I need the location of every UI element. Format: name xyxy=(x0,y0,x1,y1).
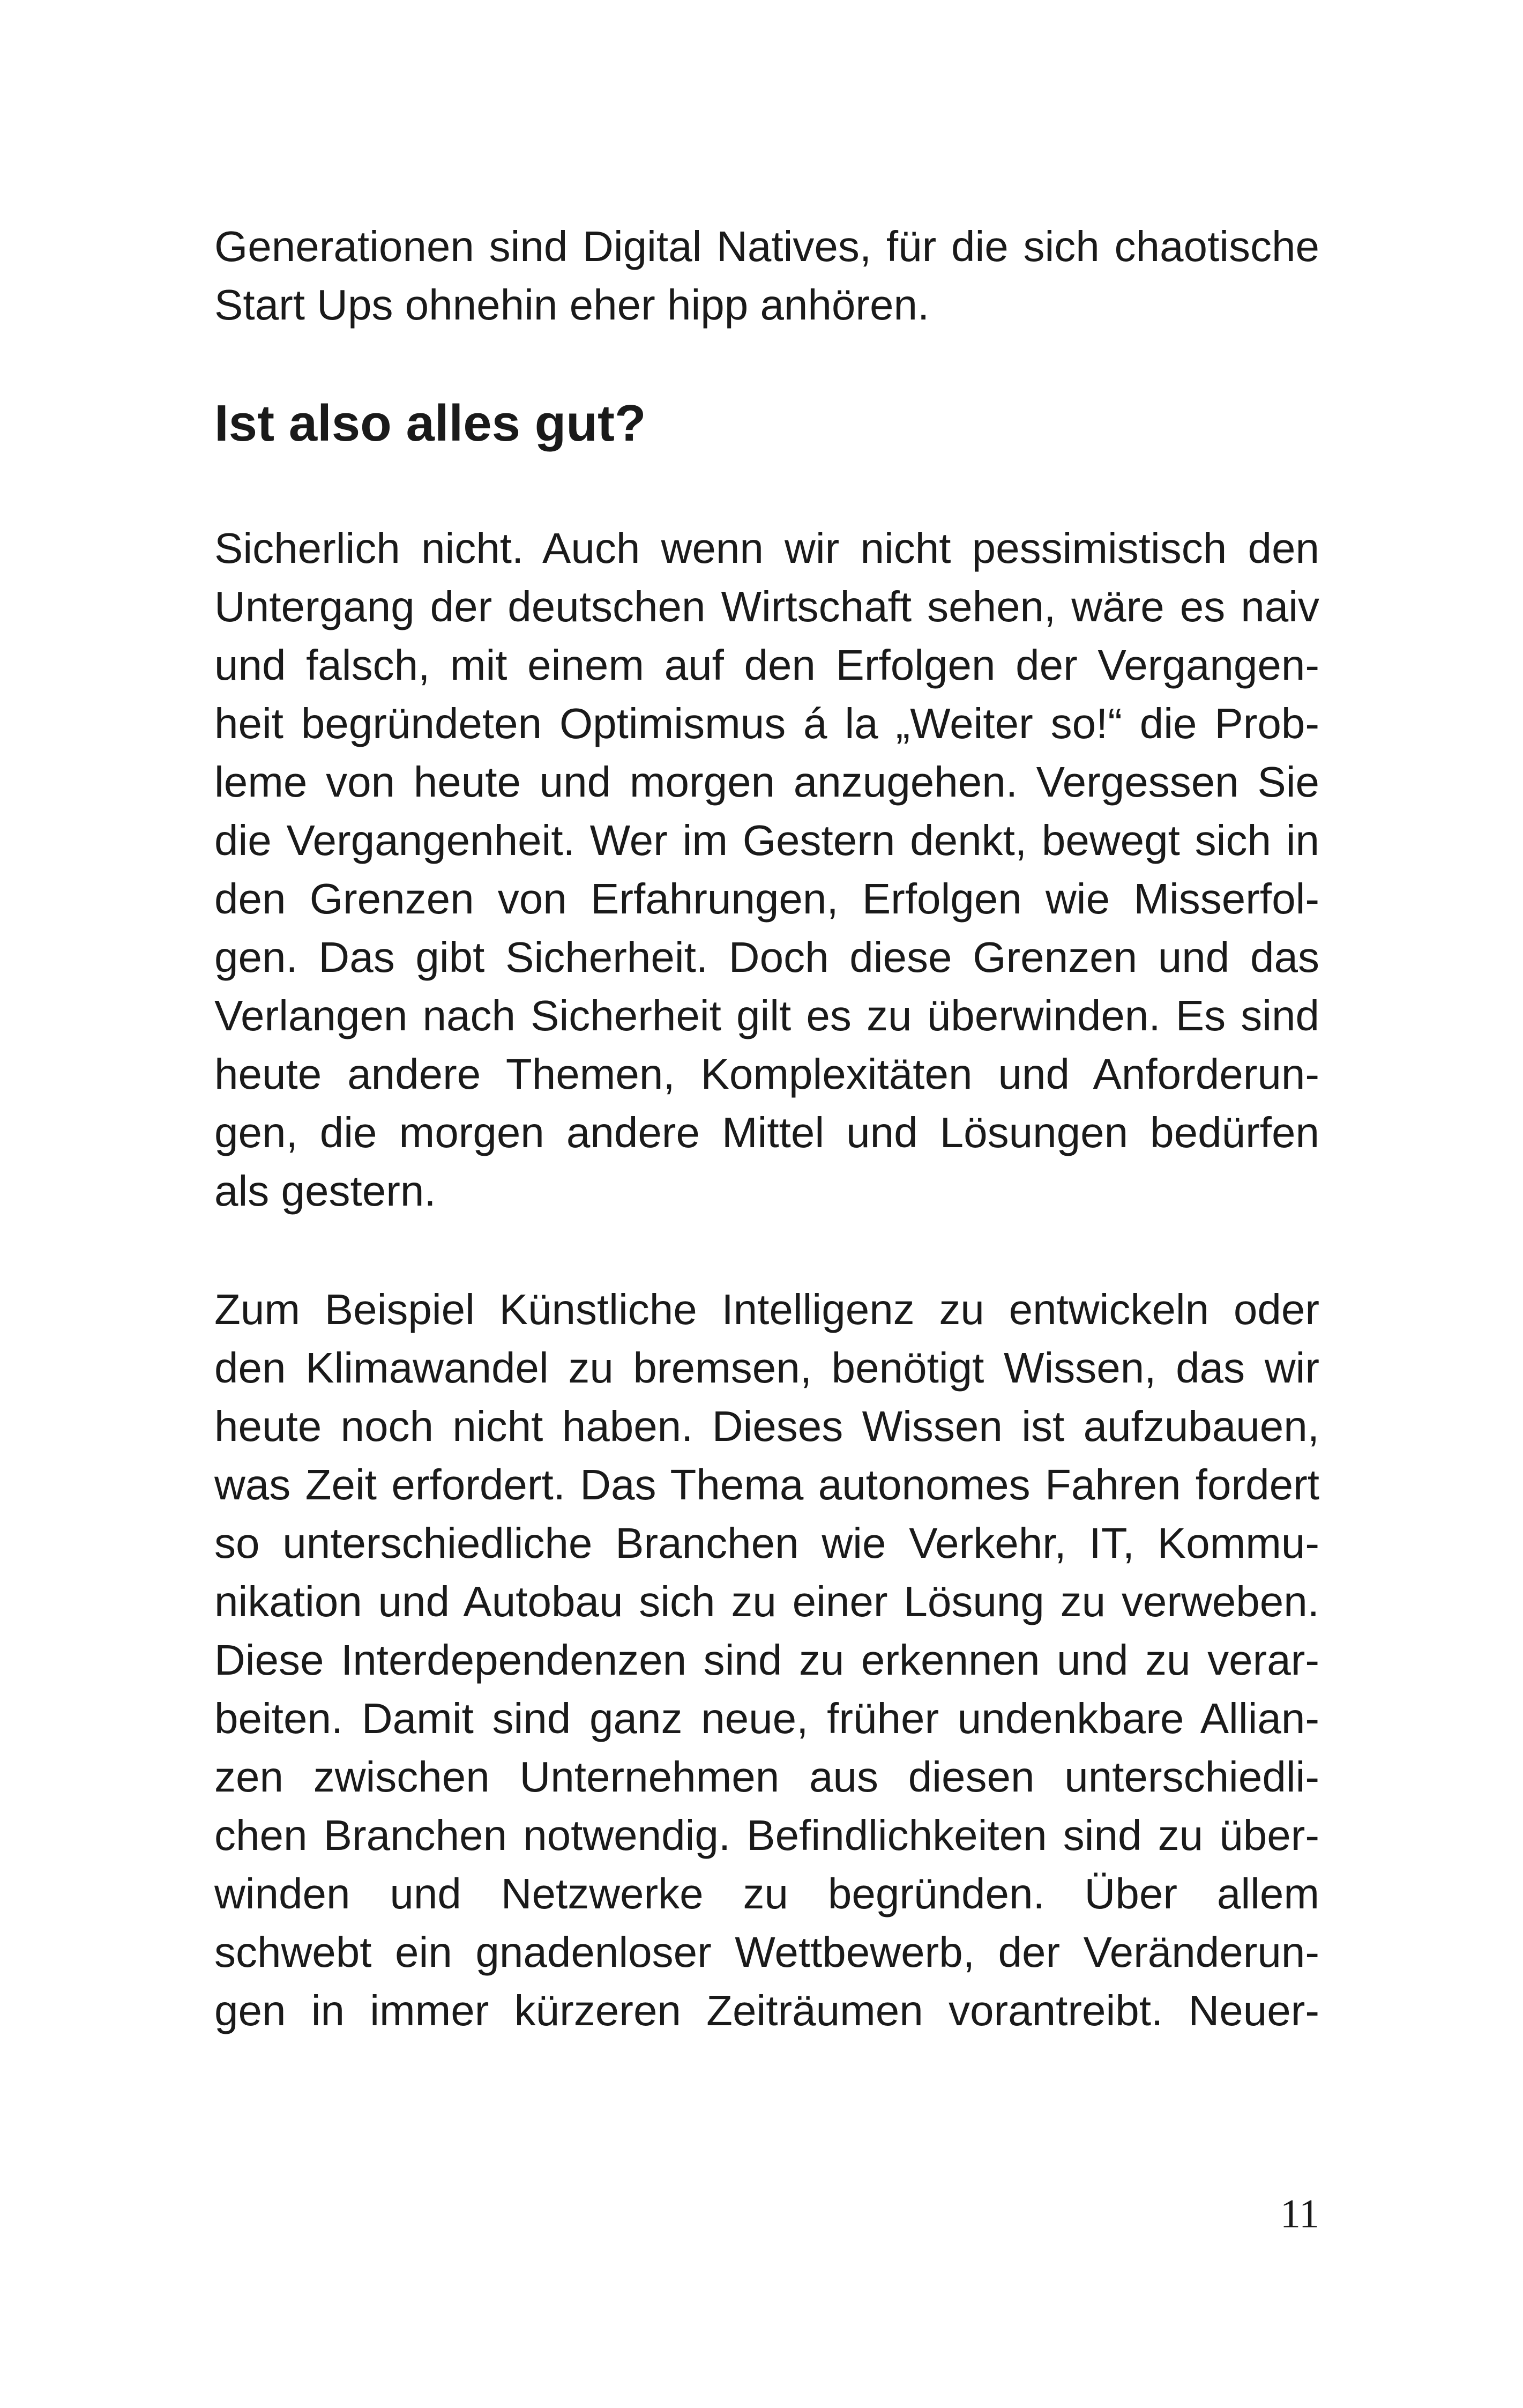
text-line: Untergang der deutschen Wirtschaft sehen, wäre es naiv xyxy=(214,583,1319,630)
section-heading: Ist also alles gut? xyxy=(214,395,646,452)
text-line: den Klimawandel zu bremsen, benötigt Wissen, das wir xyxy=(214,1344,1319,1392)
text-line: heit begründeten Optimismus á la „Weiter so!“ die Prob- xyxy=(214,700,1319,747)
text-line: nikation und Autobau sich zu einer Lösung zu verweben. xyxy=(214,1578,1319,1625)
text-line: Diese Interdependenzen sind zu erkennen und zu verar- xyxy=(214,1636,1319,1684)
text-line: die Vergangenheit. Wer im Gestern denkt, bewegt sich in xyxy=(214,816,1319,864)
paragraph-2 xyxy=(214,1280,1319,2040)
intro-paragraph xyxy=(214,217,1319,334)
text-line: Sicherlich nicht. Auch wenn wir nicht pessimistisch den xyxy=(214,524,1319,572)
text-line: Verlangen nach Sicherheit gilt es zu überwinden. Es sind xyxy=(214,992,1319,1039)
text-line: Zum Beispiel Künstliche Intelligenz zu entwickeln oder xyxy=(214,1285,1319,1333)
text-line: was Zeit erfordert. Das Thema autonomes Fahren fordert xyxy=(214,1461,1319,1508)
text-line: leme von heute und morgen anzugehen. Vergessen Sie xyxy=(214,758,1319,806)
text-line: heute andere Themen, Komplexitäten und Anforderun- xyxy=(214,1050,1319,1098)
text-line: zen zwischen Unternehmen aus diesen unterschiedli- xyxy=(214,1753,1319,1801)
page-number: 11 xyxy=(1280,2191,1319,2236)
text-line: als gestern. xyxy=(214,1167,436,1215)
text-line: gen. Das gibt Sicherheit. Doch diese Grenzen und das xyxy=(214,933,1319,981)
text-line: und falsch, mit einem auf den Erfolgen der Vergangen- xyxy=(214,641,1319,689)
text-line: gen, die morgen andere Mittel und Lösungen bedürfen xyxy=(214,1109,1319,1156)
text-line: beiten. Damit sind ganz neue, früher undenkbare Allian- xyxy=(214,1694,1319,1742)
text-line: gen in immer kürzeren Zeiträumen vorantreibt. Neuer- xyxy=(214,1987,1319,2034)
text-line: Generationen sind Digital Natives, für die sich chaotische xyxy=(214,222,1319,270)
paragraph-1 xyxy=(214,519,1319,1220)
text-line: chen Branchen notwendig. Befindlichkeiten sind zu über- xyxy=(214,1811,1319,1859)
text-line: winden und Netzwerke zu begründen. Über allem xyxy=(214,1870,1319,1918)
text-line: heute noch nicht haben. Dieses Wissen ist aufzubauen, xyxy=(214,1402,1319,1450)
text-line: schwebt ein gnadenloser Wettbewerb, der Veränderun- xyxy=(214,1928,1319,1976)
text-line: so unterschiedliche Branchen wie Verkehr, IT, Kommu- xyxy=(214,1519,1319,1567)
text-line: Start Ups ohnehin eher hipp anhören. xyxy=(214,281,930,329)
text-line: den Grenzen von Erfahrungen, Erfolgen wie Misserfol- xyxy=(214,875,1319,923)
